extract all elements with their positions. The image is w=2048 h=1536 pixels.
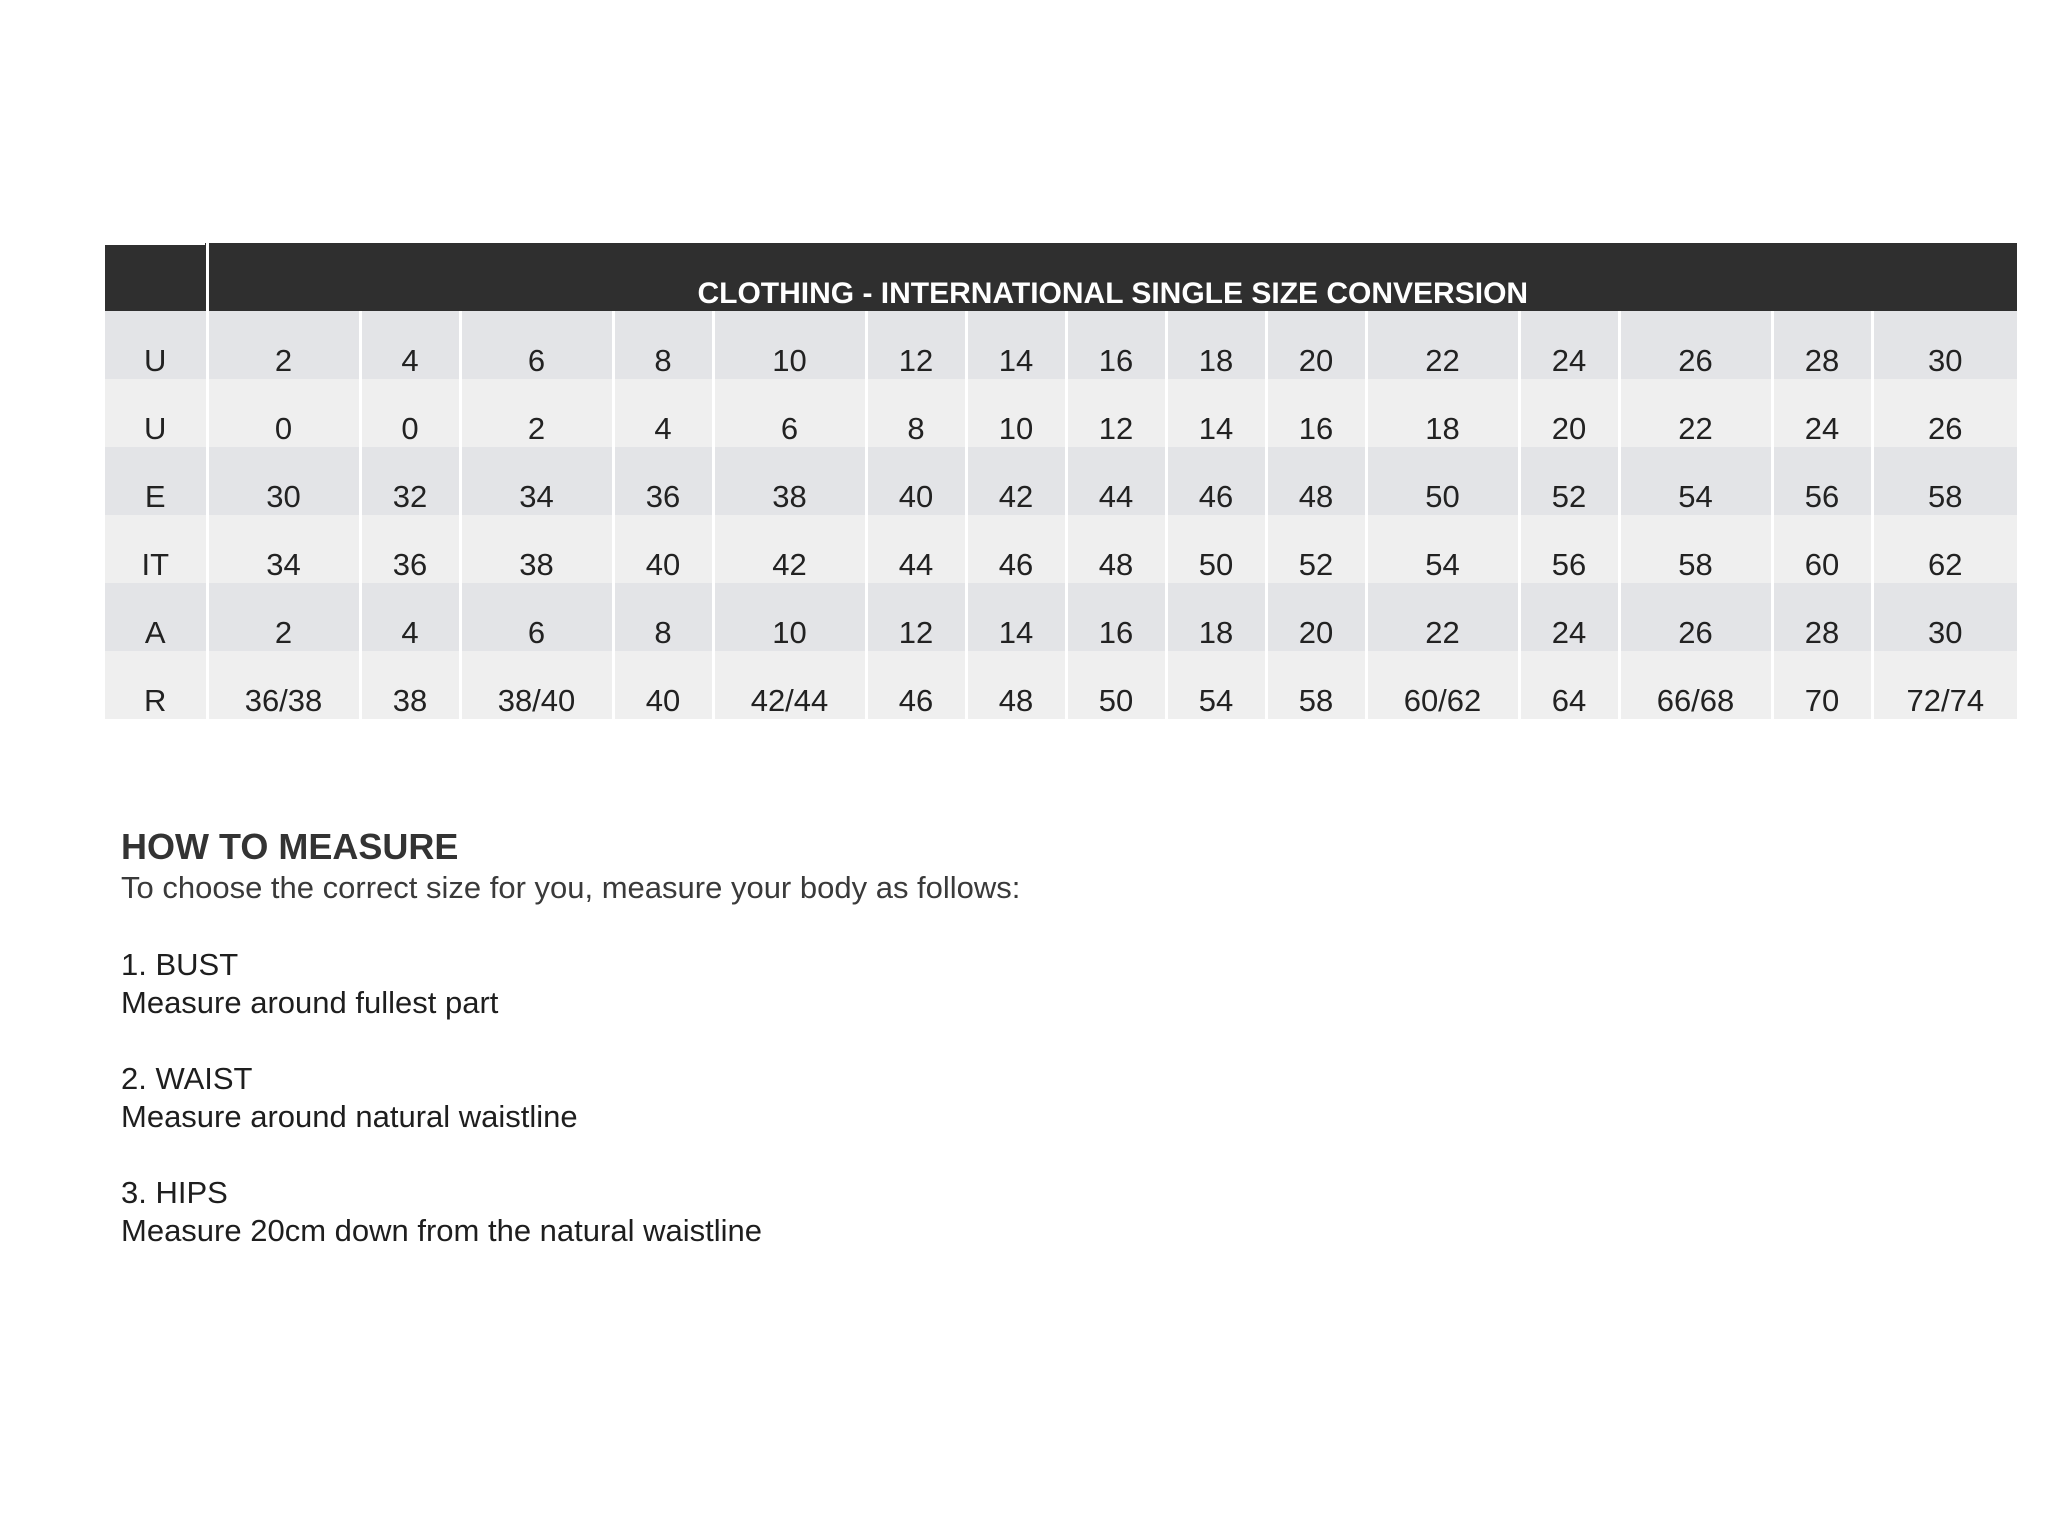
- measure-step-waist: [121, 1060, 1321, 1136]
- table-cell: 28: [1772, 583, 1872, 651]
- table-cell: 26: [1872, 379, 2017, 447]
- table-cell: 30: [207, 447, 360, 515]
- table-cell: 38: [713, 447, 866, 515]
- table-cell: 4: [360, 311, 460, 379]
- table-header-row: [105, 243, 2017, 311]
- table-cell: 44: [1066, 447, 1166, 515]
- table-cell: 46: [966, 515, 1066, 583]
- table-cell: 12: [866, 583, 966, 651]
- step-description: Measure around fullest part: [121, 985, 499, 1020]
- table-cell: 42: [713, 515, 866, 583]
- table-cell: 4: [613, 379, 713, 447]
- table-body: [105, 311, 2017, 719]
- table-cell: 60/62: [1366, 651, 1519, 719]
- table-cell: 30: [1872, 311, 2017, 379]
- table-cell: 16: [1266, 379, 1366, 447]
- table-cell: 54: [1619, 447, 1772, 515]
- table-cell: 24: [1519, 583, 1619, 651]
- table-cell: 58: [1266, 651, 1366, 719]
- table-cell: 18: [1166, 311, 1266, 379]
- measure-step-bust: [121, 946, 1321, 1022]
- step-description: Measure 20cm down from the natural waistline: [121, 1213, 762, 1248]
- table-cell: 38: [460, 515, 613, 583]
- table-cell: 32: [360, 447, 460, 515]
- table-cell: 62: [1872, 515, 2017, 583]
- table-row: [105, 311, 2017, 379]
- table-cell: 70: [1772, 651, 1872, 719]
- table-cell: 34: [207, 515, 360, 583]
- table-row: [105, 651, 2017, 719]
- table-cell: 8: [613, 583, 713, 651]
- table-cell: 48: [966, 651, 1066, 719]
- table-cell: 34: [460, 447, 613, 515]
- how-to-measure-heading: HOW TO MEASURE: [121, 826, 459, 867]
- step-title: 1. BUST: [121, 947, 239, 982]
- table-cell: 24: [1772, 379, 1872, 447]
- how-to-measure-section: [121, 826, 1321, 1250]
- table-cell: 52: [1266, 515, 1366, 583]
- table-cell: 2: [207, 583, 360, 651]
- measure-step-hips: [121, 1174, 1321, 1250]
- row-label: A: [105, 583, 207, 651]
- row-label: U: [105, 379, 207, 447]
- row-label: U: [105, 311, 207, 379]
- table-cell: 64: [1519, 651, 1619, 719]
- table-cell: 40: [866, 447, 966, 515]
- table-cell: 14: [966, 311, 1066, 379]
- table-cell: 50: [1066, 651, 1166, 719]
- table-cell: 18: [1166, 583, 1266, 651]
- table-cell: 22: [1366, 311, 1519, 379]
- table-cell: 54: [1166, 651, 1266, 719]
- table-cell: 2: [460, 379, 613, 447]
- table-cell: 0: [360, 379, 460, 447]
- table-cell: 36: [360, 515, 460, 583]
- table-cell: 28: [1772, 311, 1872, 379]
- table-cell: 42: [966, 447, 1066, 515]
- row-label: IT: [105, 515, 207, 583]
- table-header-corner: [105, 243, 207, 311]
- table-cell: 40: [613, 651, 713, 719]
- table-cell: 36/38: [207, 651, 360, 719]
- size-conversion-table: [105, 243, 2017, 719]
- table-title: CLOTHING - INTERNATIONAL SINGLE SIZE CONVERSION: [207, 243, 2017, 311]
- table-cell: 6: [713, 379, 866, 447]
- table-cell: 20: [1519, 379, 1619, 447]
- table-cell: 26: [1619, 583, 1772, 651]
- table-cell: 58: [1872, 447, 2017, 515]
- table-cell: 30: [1872, 583, 2017, 651]
- table-row: [105, 515, 2017, 583]
- table-cell: 58: [1619, 515, 1772, 583]
- table-cell: 38: [360, 651, 460, 719]
- table-cell: 4: [360, 583, 460, 651]
- table-cell: 56: [1519, 515, 1619, 583]
- table-cell: 8: [866, 379, 966, 447]
- row-label: E: [105, 447, 207, 515]
- table-cell: 46: [1166, 447, 1266, 515]
- table-cell: 2: [207, 311, 360, 379]
- table-cell: 8: [613, 311, 713, 379]
- table-cell: 48: [1066, 515, 1166, 583]
- table-cell: 50: [1166, 515, 1266, 583]
- table-cell: 0: [207, 379, 360, 447]
- table-cell: 36: [613, 447, 713, 515]
- table-cell: 10: [713, 583, 866, 651]
- row-label: R: [105, 651, 207, 719]
- how-to-measure-intro: To choose the correct size for you, measure your body as follows:: [121, 870, 1021, 905]
- table-cell: 12: [866, 311, 966, 379]
- table-cell: 60: [1772, 515, 1872, 583]
- table-cell: 18: [1366, 379, 1519, 447]
- table-cell: 14: [966, 583, 1066, 651]
- step-title: 3. HIPS: [121, 1175, 228, 1210]
- table-cell: 40: [613, 515, 713, 583]
- table-cell: 10: [966, 379, 1066, 447]
- table-row: [105, 583, 2017, 651]
- table-cell: 24: [1519, 311, 1619, 379]
- table-cell: 16: [1066, 583, 1166, 651]
- table-cell: 16: [1066, 311, 1166, 379]
- table-cell: 22: [1619, 379, 1772, 447]
- step-title: 2. WAIST: [121, 1061, 253, 1096]
- table-cell: 38/40: [460, 651, 613, 719]
- table-cell: 72/74: [1872, 651, 2017, 719]
- table-row: [105, 447, 2017, 515]
- table-cell: 50: [1366, 447, 1519, 515]
- table-cell: 44: [866, 515, 966, 583]
- table-row: [105, 379, 2017, 447]
- table-cell: 54: [1366, 515, 1519, 583]
- table-cell: 46: [866, 651, 966, 719]
- table-cell: 26: [1619, 311, 1772, 379]
- table-cell: 12: [1066, 379, 1166, 447]
- table-cell: 22: [1366, 583, 1519, 651]
- table-cell: 14: [1166, 379, 1266, 447]
- table-cell: 10: [713, 311, 866, 379]
- table-cell: 20: [1266, 311, 1366, 379]
- step-description: Measure around natural waistline: [121, 1099, 578, 1134]
- table-cell: 20: [1266, 583, 1366, 651]
- table-cell: 48: [1266, 447, 1366, 515]
- table-cell: 6: [460, 583, 613, 651]
- table-cell: 56: [1772, 447, 1872, 515]
- table-cell: 6: [460, 311, 613, 379]
- table-cell: 52: [1519, 447, 1619, 515]
- table-cell: 66/68: [1619, 651, 1772, 719]
- table-cell: 42/44: [713, 651, 866, 719]
